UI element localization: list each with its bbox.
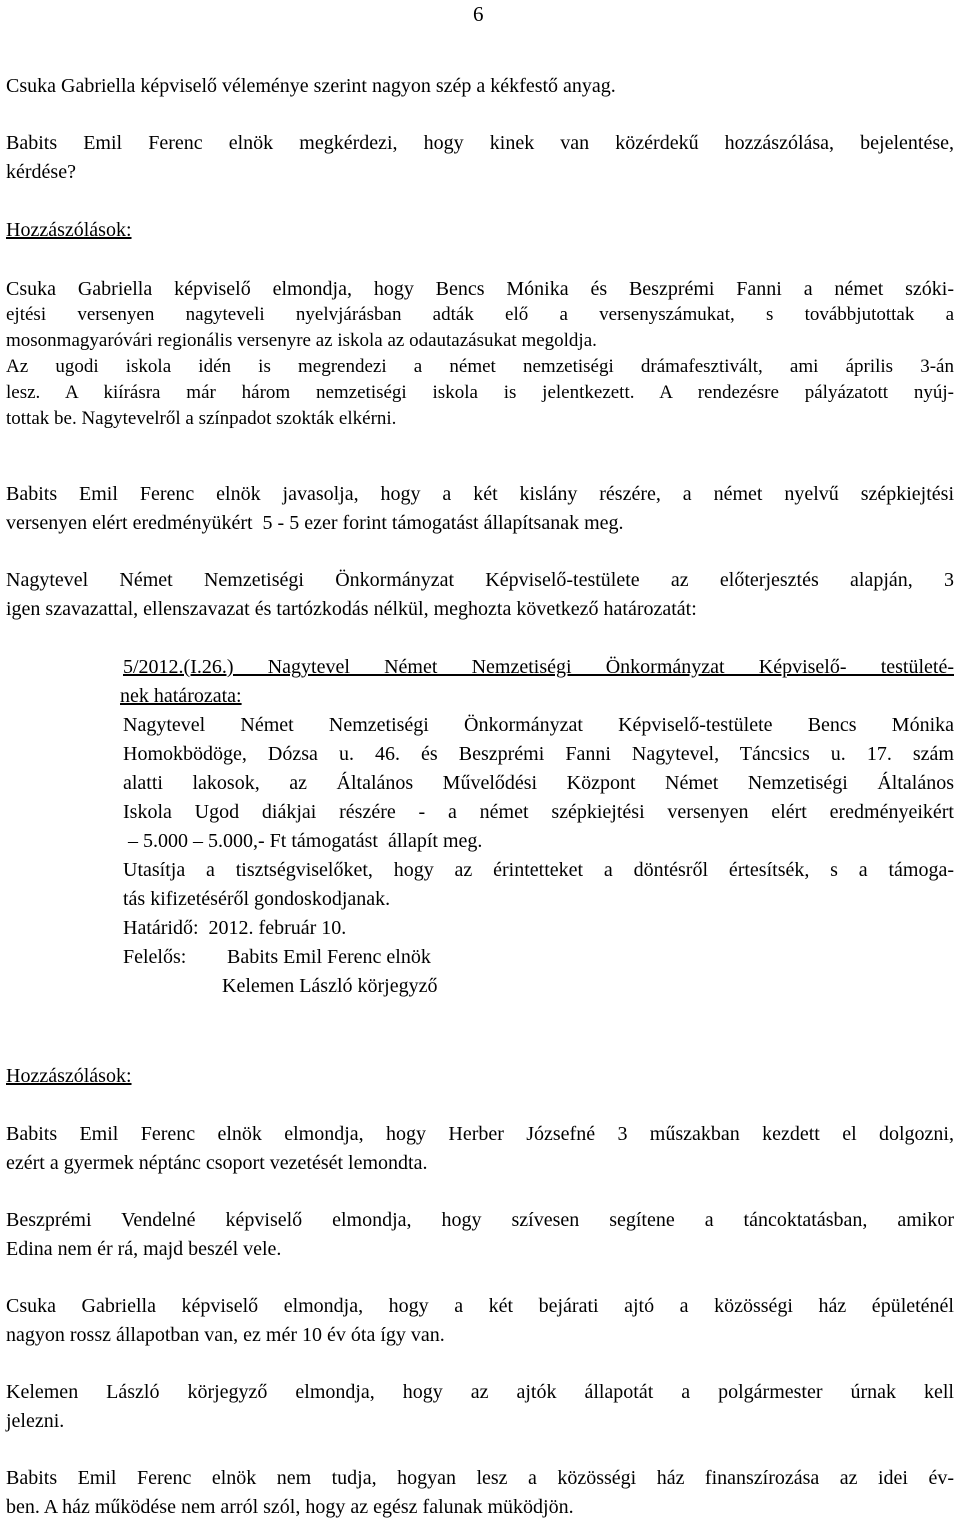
paragraph-doors	[6, 1292, 954, 1350]
text-line: Babits Emil Ferenc elnök nem tudja, hogyan lesz a közösségi ház finanszírozása az idei év-	[6, 1467, 954, 1489]
text-line: Edina nem ér rá, majd beszél vele.	[6, 1238, 282, 1260]
text-line: igen szavazattal, ellenszavazat és tartózkodás nélkül, meghozta következő határozatát:	[6, 598, 697, 620]
resolution-text: tás kifizetéséről gondoskodjanak.	[123, 888, 391, 910]
text-line: Csuka Gabriella képviselő elmondja, hogy Bencs Mónika és Beszprémi Fanni a német szóki-	[6, 278, 954, 300]
resolution-block	[120, 653, 954, 1001]
text-line: jelezni.	[6, 1410, 65, 1432]
responsible-person: Babits Emil Ferenc elnök	[227, 946, 431, 968]
text-line: Beszprémi Vendelné képviselő elmondja, hogy szívesen segítene a táncoktatásban, amikor	[6, 1209, 954, 1231]
paragraph-vote	[6, 566, 954, 624]
paragraph-dance-teaching	[6, 1206, 954, 1264]
text-line: ezért a gyermek néptánc csoport vezetését lemondta.	[6, 1152, 428, 1174]
resolution-text: Nagytevel Német Nemzetiségi Önkormányzat Képviselő-testülete Bencs Mónika	[123, 714, 954, 736]
text-line: Csuka Gabriella képviselő véleménye szerint nagyon szép a kékfestő anyag.	[6, 75, 616, 97]
responsible-person: Kelemen László körjegyző	[222, 975, 438, 997]
paragraph-notary	[6, 1378, 954, 1436]
paragraph-opinion	[6, 72, 954, 101]
text-line: ben. A ház működése nem arról szól, hogy az egész falunak müködjön.	[6, 1496, 574, 1518]
text-line: nagyon rossz állapotban van, ez mér 10 év óta így van.	[6, 1324, 445, 1346]
page-number: 6	[473, 2, 484, 26]
text-line: Babits Emil Ferenc elnök javasolja, hogy a két kislány részére, a német nyelvű szépkiejtési	[6, 483, 954, 505]
resolution-text: Homokbödöge, Dózsa u. 46. és Beszprémi Fanni Nagytevel, Táncsics u. 17. szám	[123, 743, 954, 765]
resolution-title: 5/2012.(I.26.) Nagytevel Német Nemzetiségi Önkormányzat Képviselő- testületé-	[123, 656, 954, 678]
paragraph-competition	[6, 276, 954, 432]
resolution-responsible	[123, 943, 954, 972]
heading-text: Hozzászólások:	[6, 1065, 132, 1087]
text-line: tottak be. Nagytevelről a színpadot szokták elkérni.	[6, 408, 397, 429]
resolution-text: Iskola Ugod diákjai részére - a német szépkiejtési versenyen elért eredményeikért	[123, 801, 954, 823]
text-line: Nagytevel Német Nemzetiségi Önkormányzat Képviselő-testülete az előterjesztés alapján, 3	[6, 569, 954, 591]
text-line: lesz. A kiírásra már három nemzetiségi iskola is jelentkezett. A rendezésre pályázatott nyúj-	[6, 382, 954, 403]
section-heading	[6, 1062, 954, 1091]
text-line: ejtési versenyen nagyteveli nyelvjárásban adták elő a versenyszámukat, s továbbjutottak a	[6, 304, 954, 325]
resolution-title: nek határozata:	[120, 685, 242, 707]
resolution-deadline: Határidő: 2012. február 10.	[123, 917, 347, 939]
text-line: kérdése?	[6, 161, 76, 183]
section-heading	[6, 216, 954, 245]
resolution-text: alatti lakosok, az Általános Művelődési Központ Német Nemzetiségi Általános	[123, 772, 954, 794]
resolution-text: Utasítja a tisztségviselőket, hogy az érintetteket a döntésről értesítsék, s a támoga-	[123, 859, 954, 881]
heading-text: Hozzászólások:	[6, 219, 132, 241]
paragraph-question	[6, 129, 954, 187]
text-line: Az ugodi iskola idén is megrendezi a német nemzetiségi drámafesztivált, ami április 3-án	[6, 356, 954, 377]
text-line: Csuka Gabriella képviselő elmondja, hogy a két bejárati ajtó a közösségi ház épületénél	[6, 1295, 954, 1317]
paragraph-folk-dance	[6, 1120, 954, 1178]
text-line: versenyen elért eredményükért 5 - 5 ezer forint támogatást állapítsanak meg.	[6, 512, 624, 534]
text-line: Babits Emil Ferenc elnök megkérdezi, hogy kinek van közérdekű hozzászólása, bejelentése,	[6, 132, 954, 154]
text-line: mosonmagyaróvári regionális versenyre az iskola az odautazásukat megoldja.	[6, 330, 597, 351]
responsible-label: Felelős:	[123, 946, 187, 968]
text-line: Kelemen László körjegyző elmondja, hogy az ajtók állapotát a polgármester úrnak kell	[6, 1381, 954, 1403]
resolution-responsible	[123, 972, 954, 1001]
resolution-text: – 5.000 – 5.000,- Ft támogatást állapít meg.	[123, 830, 483, 852]
paragraph-proposal	[6, 480, 954, 538]
paragraph-financing	[6, 1464, 954, 1522]
text-line: Babits Emil Ferenc elnök elmondja, hogy Herber Józsefné 3 műszakban kezdett el dolgozni,	[6, 1123, 954, 1145]
